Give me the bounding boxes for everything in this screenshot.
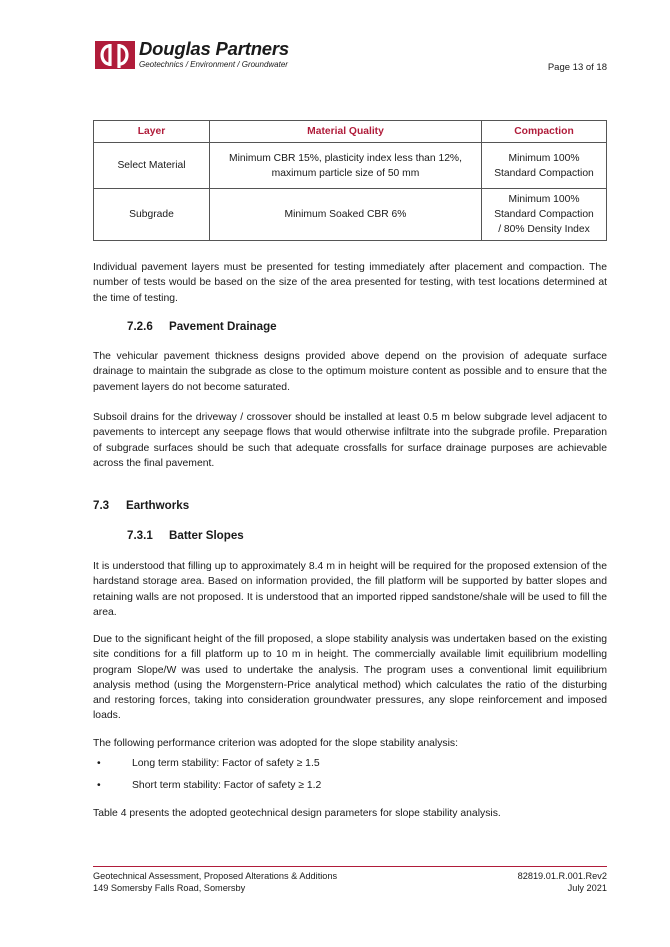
bullet-long-term [93,758,320,769]
cell-line: Minimum Soaked CBR 6% [284,209,407,220]
bullet-dot-icon: • [97,758,101,769]
heading-title: Earthworks [126,499,190,512]
heading-earthworks [93,499,189,512]
heading-number: 7.2.6 [127,320,153,333]
heading-number: 7.3.1 [127,529,153,542]
cell-line: Standard Compaction [494,167,594,179]
footer-left [93,871,337,894]
heading-pavement-drainage [127,320,277,333]
footer-address: 149 Somersby Falls Road, Somersby [93,882,246,893]
heading-title: Batter Slopes [169,529,244,542]
paragraph-batter-1: It is understood that filling up to approximately 8.4 m in height will be required for the proposed extension of the hardstand storage area. Based on information provided, the fill platform will be supported by batter slopes and retaining walls are not proposed. It is understood that an imported ripped sandstone/shale will be used to fill the area. [93,561,607,618]
cell-line: Minimum 100% [508,152,580,164]
heading-batter-slopes [127,529,244,542]
heading-title: Pavement Drainage [169,320,277,333]
cell-line: Standard Compaction [494,209,594,220]
header-layer: Layer [94,121,210,143]
company-logo [95,38,315,71]
footer-project-title: Geotechnical Assessment, Proposed Alterations & Additions [93,871,338,881]
footer-right [518,871,607,894]
table-row [94,143,607,189]
paragraph-layer-testing: Individual pavement layers must be presented for testing immediately after placement and compaction. The number of tests would be based on the size of the area presented for testing, with test locations determined at the time of testing. [93,262,607,304]
heading-number: 7.3 [93,499,110,512]
cell-layer: Select Material [94,143,210,189]
table-row [94,189,607,241]
footer-date: July 2021 [567,882,607,893]
bullet-short-term [93,780,321,791]
bullet-text: Short term stability: Factor of safety ≥ 1.2 [132,780,322,791]
cell-compaction [482,143,607,189]
cell-line: maximum particle size of 50 mm [271,167,420,179]
cell-line: Minimum CBR 15%, plasticity index less than 12%, [229,152,462,164]
footer-report-ref: 82819.01.R.001.Rev2 [517,871,607,881]
paragraph-drainage-1: The vehicular pavement thickness designs provided above depend on the provision of adequate surface drainage to maintain the subgrade as close to the optimum moisture content as possible and to ensure that the pavement layers do not become saturated. [93,351,607,393]
header-compaction: Compaction [482,121,607,143]
paragraph-batter-2: Due to the significant height of the fill proposed, a slope stability analysis was undertaken based on the existing site conditions for a fill platform up to 10 m in height. The commercially available limit equilibrium modelling program Slope/W was used to undertake the analysis. The program uses a conventional limit equilibrium analysis method (using the Morgenstern-Price analytical method) which calculates the ratio of the disturbing and restoring forces, taking into consideration groundwater pressures, any slope reinforcement and imposed loads. [93,634,607,722]
paragraph-table4: Table 4 presents the adopted geotechnical design parameters for slope stability analysis. [93,808,501,819]
material-quality-table [93,120,607,241]
bullet-text: Long term stability: Factor of safety ≥ 1.5 [132,758,320,769]
header-material-quality: Material Quality [210,121,482,143]
cell-quality [210,189,482,241]
page-number: Page 13 of 18 [547,62,607,73]
cell-quality [210,143,482,189]
dp-logo-icon [95,41,135,69]
table-header-row [94,121,607,143]
cell-layer: Subgrade [94,189,210,241]
company-tagline: Geotechnics / Environment / Groundwater [139,60,288,69]
bullet-dot-icon: • [97,780,101,791]
company-name: Douglas Partners [139,38,289,59]
paragraph-criterion: The following performance criterion was adopted for the slope stability analysis: [93,738,459,749]
paragraph-drainage-2: Subsoil drains for the driveway / crossover should be installed at least 0.5 m below subgrade level adjacent to pavements to intercept any seepage flows that would otherwise infiltrate into the subgrade profile. Preparation of subgrade surfaces should be such that adequate crossfalls for surface drainage purposes are achievable across the final pavement. [93,412,607,469]
cell-line: / 80% Density Index [498,224,590,235]
cell-compaction [482,189,607,241]
footer-divider [93,866,607,867]
cell-line: Minimum 100% [508,194,580,205]
